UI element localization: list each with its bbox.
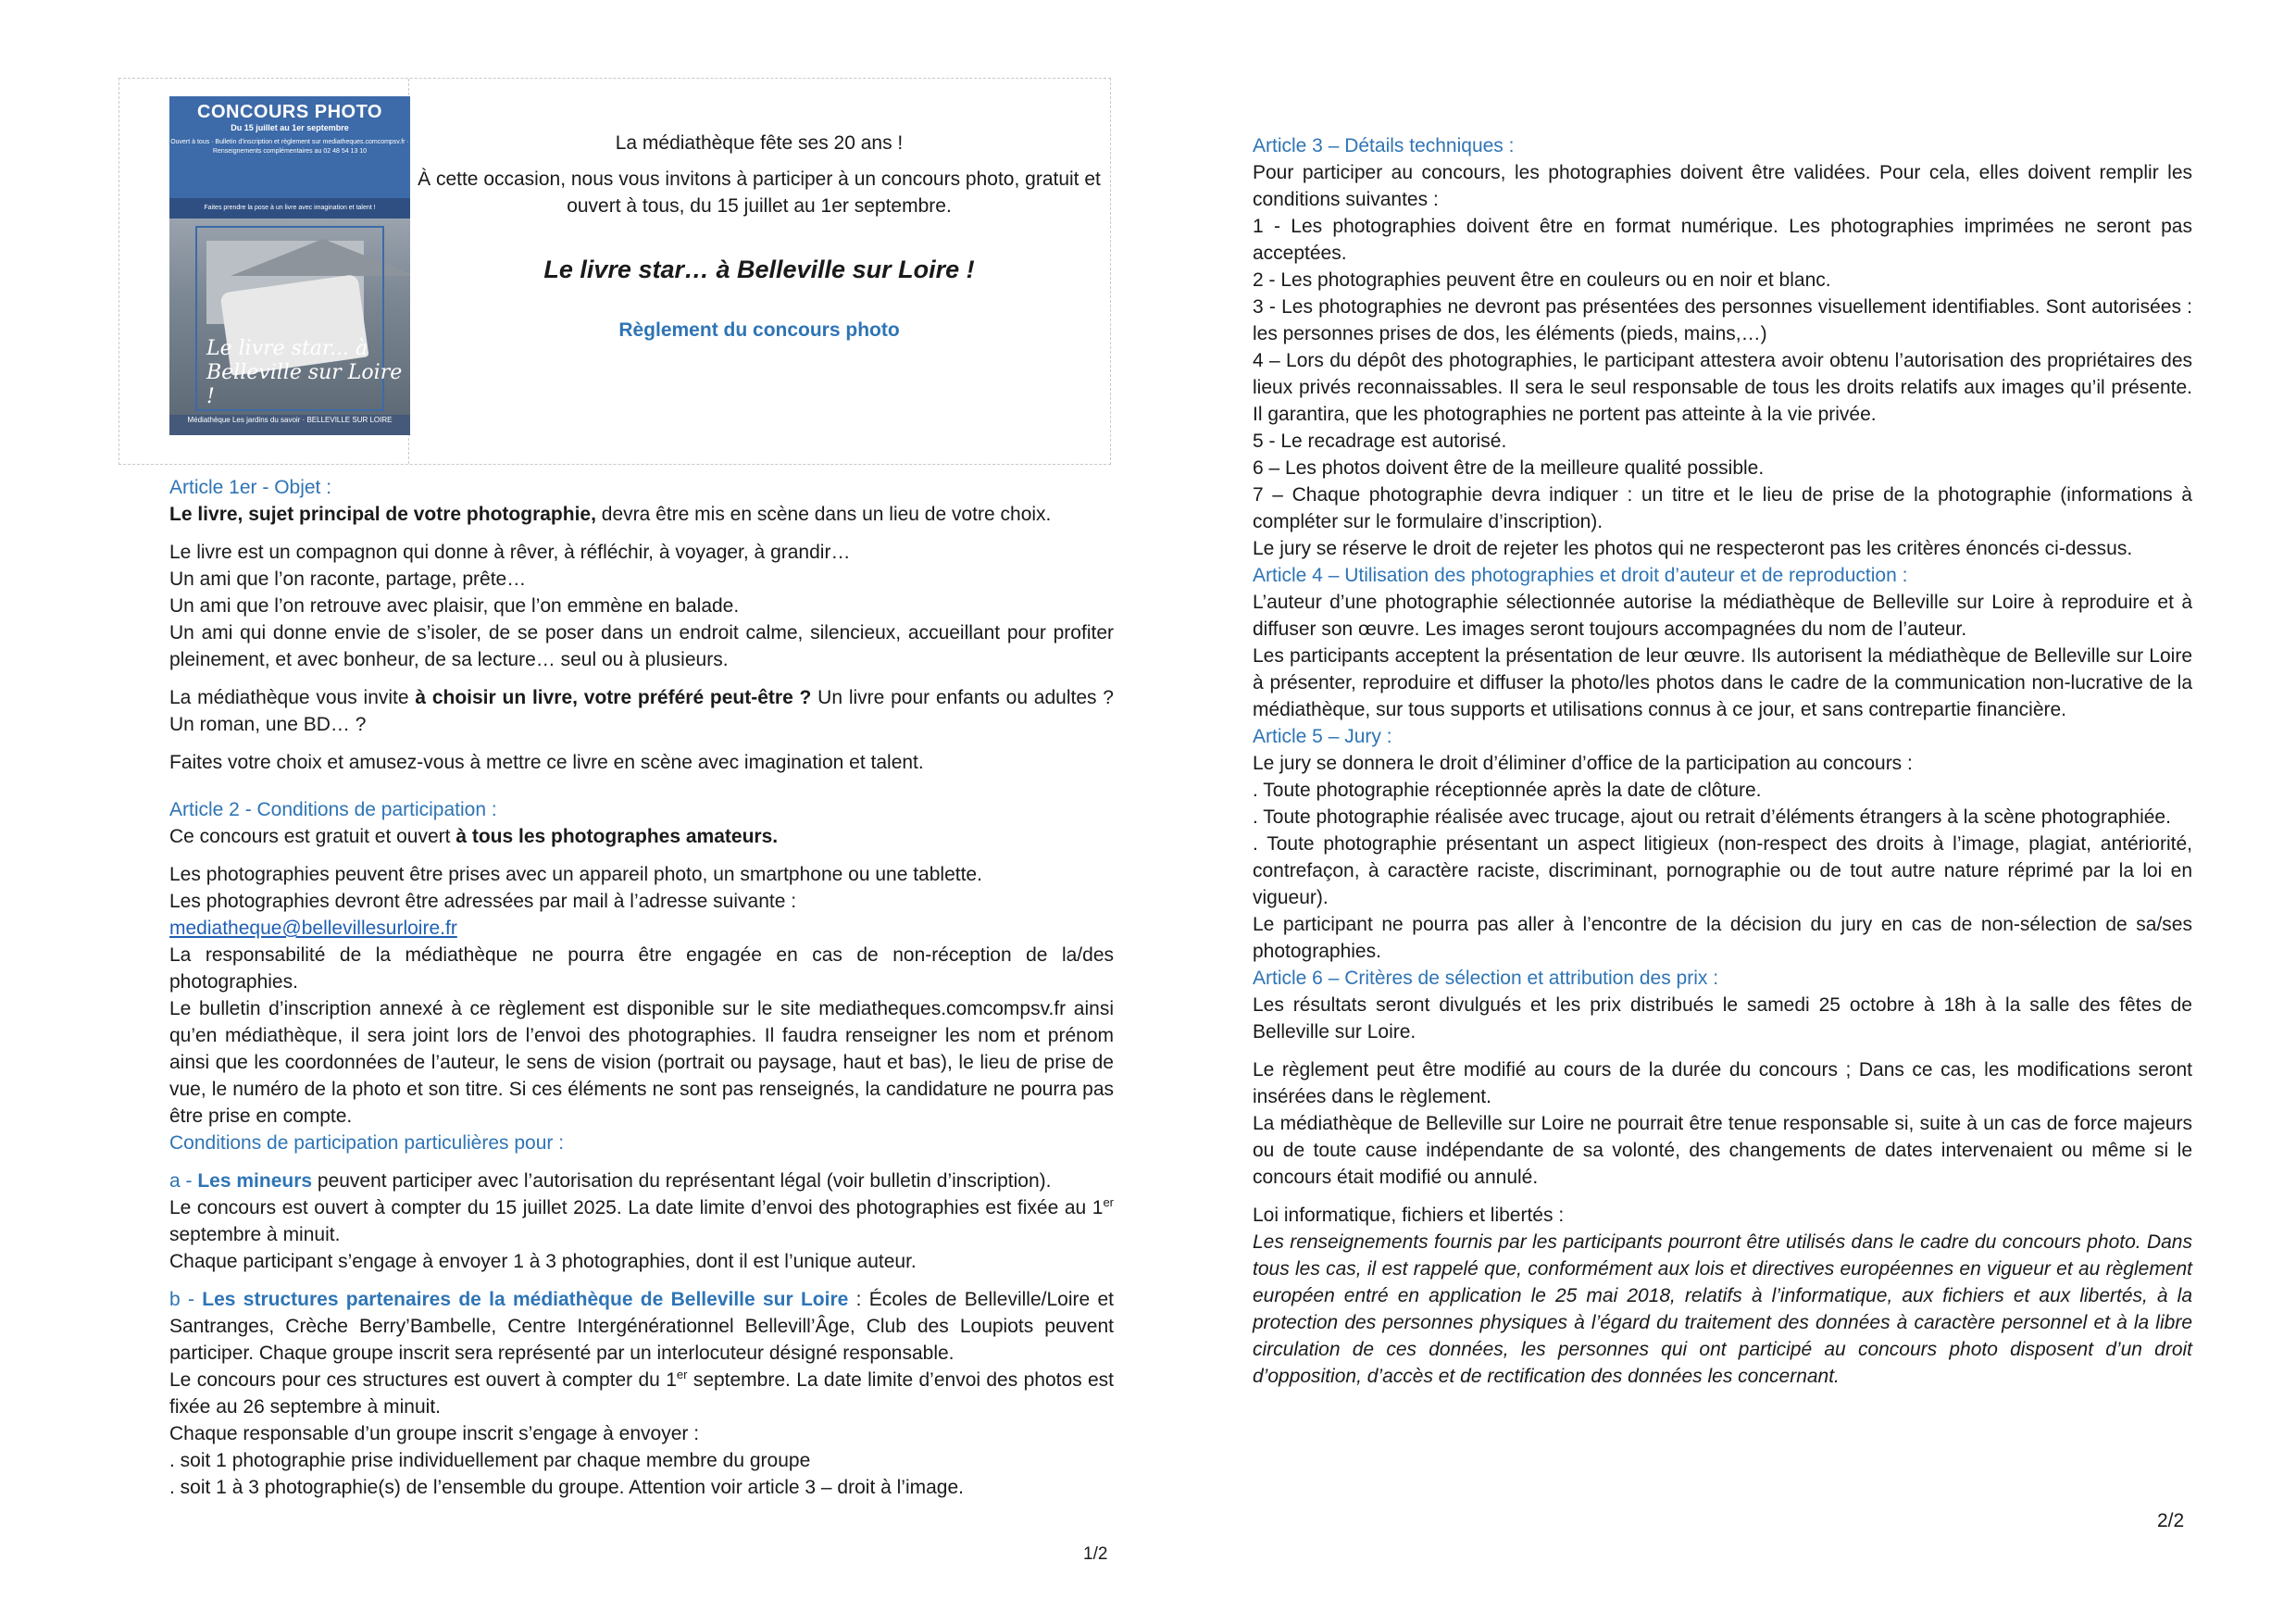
- condition-b-dates: [169, 1367, 1114, 1420]
- article-2-line-3: La responsabilité de la médiathèque ne pourra être engagée en cas de non-réception de la/des photographies.: [169, 944, 1114, 993]
- anniversary-line: La médiathèque fête ses 20 ans !: [615, 132, 904, 154]
- article-6-title: Article 6 – Critères de sélection et attribution des prix :: [1253, 968, 1719, 989]
- condition-b-line-3: Chaque responsable d’un groupe inscrit s’engage à envoyer :: [169, 1423, 700, 1444]
- conditions-title: Conditions de participation particulières pour :: [169, 1132, 565, 1154]
- article-1-line-3: Un ami que l’on retrouve avec plaisir, que l’on emmène en balade.: [169, 595, 740, 617]
- poster-tagline: Faites prendre la pose à un livre avec imagination et talent !: [169, 198, 410, 219]
- condition-b: [169, 1286, 1114, 1367]
- article-2-title: Article 2 - Conditions de participation :: [169, 799, 497, 820]
- article-3-line-4: 3 - Les photographies ne devront pas présentées des personnes visuellement identifiables. Sont autorisées : les personnes prises de dos, les éléments (pieds, mains,…): [1253, 296, 2192, 344]
- condition-a: [169, 1168, 1114, 1194]
- poster-script-text: Le livre star... à Belleville sur Loire !: [206, 337, 403, 408]
- cond-a-dates-a: Le concours est ouvert à compter du 15 juillet 2025. La date limite d’envoi des photographies est fixée au 1: [169, 1197, 1104, 1218]
- loi-text: Les renseignements fournis par les participants pourront être utilisés dans le cadre du concours photo. Dans tous les cas, il est rappelé que, conformément aux lois et directives européennes en vigueur et au règlement européen entré en application le 25 mai 2018, relatifs à l’informatique, aux fichiers et aux libertés, à la protection des personnes physiques à l’égard du traitement des données à caractère personnel et à la libre circulation de ces données, les personnes qui ont participé au concours photo disposent d’un droit d’opposition, d’accès et de rectification des données les concernant.: [1253, 1231, 2192, 1387]
- poster-photo: [169, 219, 410, 417]
- article-4-line-2: Les participants acceptent la présentation de leur œuvre. Ils autorisent la médiathèque de Belleville sur Loire à présenter, reproduire et diffuser la photo/les photos dans le cadre de la communication non-lucrative de la médiathèque, sur tous supports et utilisations connus à ce jour, et sans contrepartie financière.: [1253, 645, 2192, 720]
- article-3-line-7: 6 – Les photos doivent être de la meilleure qualité possible.: [1253, 457, 1765, 479]
- invitation-line: À cette occasion, nous vous invitons à participer à un concours photo, gratuit et ouvert à tous, du 15 juillet au 1er septembre.: [418, 169, 1101, 217]
- article-3-line-8: 7 – Chaque photographie devra indiquer : un titre et le lieu de prise de la photographie (informations à compléter sur le formulaire d’inscription).: [1253, 484, 2192, 532]
- contest-slogan: Le livre star… à Belleville sur Loire !: [543, 256, 975, 283]
- article-2-email-row: [169, 915, 1114, 942]
- article-1-invite: [169, 684, 1114, 738]
- header-text: [407, 130, 1111, 344]
- cond-b-bold: Les structures partenaires de la médiathèque de Belleville sur Loire: [202, 1289, 849, 1310]
- reglement-title: Règlement du concours photo: [618, 319, 900, 341]
- article-2-line-2: Les photographies devront être adressées par mail à l’adresse suivante :: [169, 891, 797, 912]
- a2-intro-b: à tous les photographes amateurs.: [455, 826, 779, 847]
- contest-poster: [169, 96, 410, 435]
- article-2-line-1: Les photographies peuvent être prises avec un appareil photo, un smartphone ou une tablette.: [169, 864, 982, 885]
- article-3-line-6: 5 - Le recadrage est autorisé.: [1253, 431, 1507, 452]
- article-1-line-1: Le livre est un compagnon qui donne à rêver, à réfléchir, à voyager, à grandir…: [169, 542, 851, 563]
- cond-a-bold: Les mineurs: [197, 1170, 313, 1192]
- article-6-line-3: La médiathèque de Belleville sur Loire ne pourrait être tenue responsable si, suite à un cas de force majeurs ou de toute cause indépendante de sa volonté, des changements de dates intervenaient ou même si le concours était modifié ou annulé.: [1253, 1113, 2192, 1188]
- article-4-line-1: L’auteur d’une photographie sélectionnée autorise la médiathèque de Belleville sur Loire à reproduire et à diffuser son œuvre. Les images seront toujours accompagnées du nom de l’auteur.: [1253, 592, 2192, 640]
- article-1-title: Article 1er - Objet :: [169, 477, 332, 498]
- article-5-line-5: Le participant ne pourra pas aller à l’encontre de la décision du jury en cas de non-sélection de sa/ses photographies.: [1253, 914, 2192, 962]
- poster-top: [169, 96, 410, 198]
- condition-b-line-5: . soit 1 à 3 photographie(s) de l’ensemble du groupe. Attention voir article 3 – droit à l’image.: [169, 1477, 964, 1498]
- article-3-line-5: 4 – Lors du dépôt des photographies, le participant attestera avoir obtenu l’autorisation des propriétaires des lieux privés reconnaissables. Il sera le seul responsable de tous les droits relatifs aux images qu’il présente. Il garantira, que les photographies ne portent pas atteinte à la vie privée.: [1253, 350, 2192, 425]
- article-5-line-4: . Toute photographie présentant un aspect litigieux (non-respect des droits à l’image, plagiat, antériorité, contrefaçon, à caractère raciste, discriminant, pornographie ou de tout autre nature réprimé par la loi en vigueur).: [1253, 833, 2192, 908]
- article-1-bold: Le livre, sujet principal de votre photographie,: [169, 504, 596, 525]
- page-number-1: 1/2: [1083, 1544, 1108, 1564]
- cond-a-sup: er: [1103, 1195, 1114, 1209]
- condition-a-dates: [169, 1194, 1114, 1248]
- article-3-line-9: Le jury se réserve le droit de rejeter les photos qui ne respecteront pas les critères énoncés ci-dessus.: [1253, 538, 2133, 559]
- article-5-line-2: . Toute photographie réceptionnée après la date de clôture.: [1253, 780, 1762, 801]
- invite-b: à choisir un livre, votre préféré peut-être ?: [415, 687, 812, 708]
- right-column: [1253, 132, 2192, 1390]
- poster-dates: Du 15 juillet au 1er septembre: [231, 123, 349, 132]
- loi-title: Loi informatique, fichiers et libertés :: [1253, 1205, 1565, 1226]
- article-1-intro: [169, 501, 1114, 528]
- article-3-line-1: Pour participer au concours, les photographies doivent être validées. Pour cela, elles doivent remplir les conditions suivantes :: [1253, 162, 2192, 210]
- article-5-line-3: . Toute photographie réalisée avec trucage, ajout ou retrait d’éléments étrangers à la scène photographiée.: [1253, 806, 2171, 828]
- article-3-line-2: 1 - Les photographies doivent être en format numérique. Les photographies imprimées ne seront pas acceptées.: [1253, 216, 2192, 264]
- article-1-line-2: Un ami que l’on raconte, partage, prête…: [169, 568, 527, 590]
- condition-b-line-4: . soit 1 photographie prise individuellement par chaque membre du groupe: [169, 1450, 811, 1471]
- poster-info: Ouvert à tous · Bulletin d'inscription et règlement sur mediatheques.comcompsv.fr · Renseignements complémentaires au 02 48 54 13 10: [170, 139, 409, 155]
- invite-c: Un livre pour enfants ou adultes ? Un roman, une BD… ?: [169, 687, 1114, 735]
- article-3-line-3: 2 - Les photographies peuvent être en couleurs ou en noir et blanc.: [1253, 269, 1831, 291]
- cond-a-dates-b: septembre à minuit.: [169, 1224, 341, 1245]
- article-5-title: Article 5 – Jury :: [1253, 726, 1392, 747]
- article-1-intro-rest: devra être mis en scène dans un lieu de votre choix.: [595, 504, 1052, 525]
- article-6-line-2: Le règlement peut être modifié au cours de la durée du concours ; Dans ce cas, les modifications seront insérées dans le règlement.: [1253, 1059, 2192, 1107]
- article-5-line-1: Le jury se donnera le droit d’éliminer d’office de la participation au concours :: [1253, 753, 1913, 774]
- cond-b-dates-a: Le concours pour ces structures est ouvert à compter du 1: [169, 1369, 677, 1391]
- article-1-line-4: Un ami qui donne envie de s’isoler, de se poser dans un endroit calme, silencieux, accueillant pour profiter pleinement, et avec bonheur, de sa lecture… seul ou à plusieurs.: [169, 622, 1114, 670]
- cond-a-rest: peuvent participer avec l’autorisation du représentant légal (voir bulletin d’inscription).: [312, 1170, 1052, 1192]
- condition-a-line-3: Chaque participant s’engage à envoyer 1 à 3 photographies, dont il est l’unique auteur.: [169, 1251, 917, 1272]
- cond-a-prefix: a -: [169, 1170, 198, 1192]
- poster-footer: Médiathèque Les jardins du savoir · BELLEVILLE SUR LOIRE: [169, 415, 410, 435]
- invite-a: La médiathèque vous invite: [169, 687, 416, 708]
- article-6-line-1: Les résultats seront divulgués et les prix distribués le samedi 25 octobre à 18h à la salle des fêtes de Belleville sur Loire.: [1253, 994, 2192, 1043]
- article-2-intro: [169, 823, 1114, 850]
- cond-b-prefix: b -: [169, 1289, 203, 1310]
- a2-intro-a: Ce concours est gratuit et ouvert: [169, 826, 456, 847]
- email-link[interactable]: mediatheque@bellevillesurloire.fr: [169, 918, 457, 939]
- article-1-choice: Faites votre choix et amusez-vous à mettre ce livre en scène avec imagination et talent.: [169, 752, 924, 773]
- left-column: [169, 474, 1114, 1501]
- cond-b-rest: : Écoles de Belleville/Loire et Santranges, Crèche Berry’Bambelle, Centre Intergénérationnel Bellevill’Âge, Club des Loupiots peuvent participer. Chaque groupe inscrit sera représenté par un interlocuteur désigné responsable.: [169, 1289, 1114, 1364]
- cond-b-sup: er: [676, 1368, 688, 1381]
- article-3-title: Article 3 – Détails techniques :: [1253, 135, 1515, 156]
- article-4-title: Article 4 – Utilisation des photographies et droit d’auteur et de reproduction :: [1253, 565, 1908, 586]
- page-number-2: 2/2: [2157, 1510, 2185, 1531]
- cond-b-dates-b: septembre. La date limite d’envoi des photos est fixée au 26 septembre à minuit.: [169, 1369, 1114, 1418]
- poster-title: CONCOURS PHOTO: [197, 102, 382, 122]
- article-2-line-4: Le bulletin d’inscription annexé à ce règlement est disponible sur le site mediatheques.comcompsv.fr ainsi qu’en médiathèque, il sera joint lors de l’envoi des photographies. Il faudra renseigner les nom et prénom ainsi que les coordonnées de l’auteur, le sens de vision (portrait ou paysage, haut et bas), le lieu de prise de vue, le numéro de la photo et son titre. Si ces éléments ne sont pas renseignés, la candidature ne pourra pas être prise en compte.: [169, 998, 1114, 1127]
